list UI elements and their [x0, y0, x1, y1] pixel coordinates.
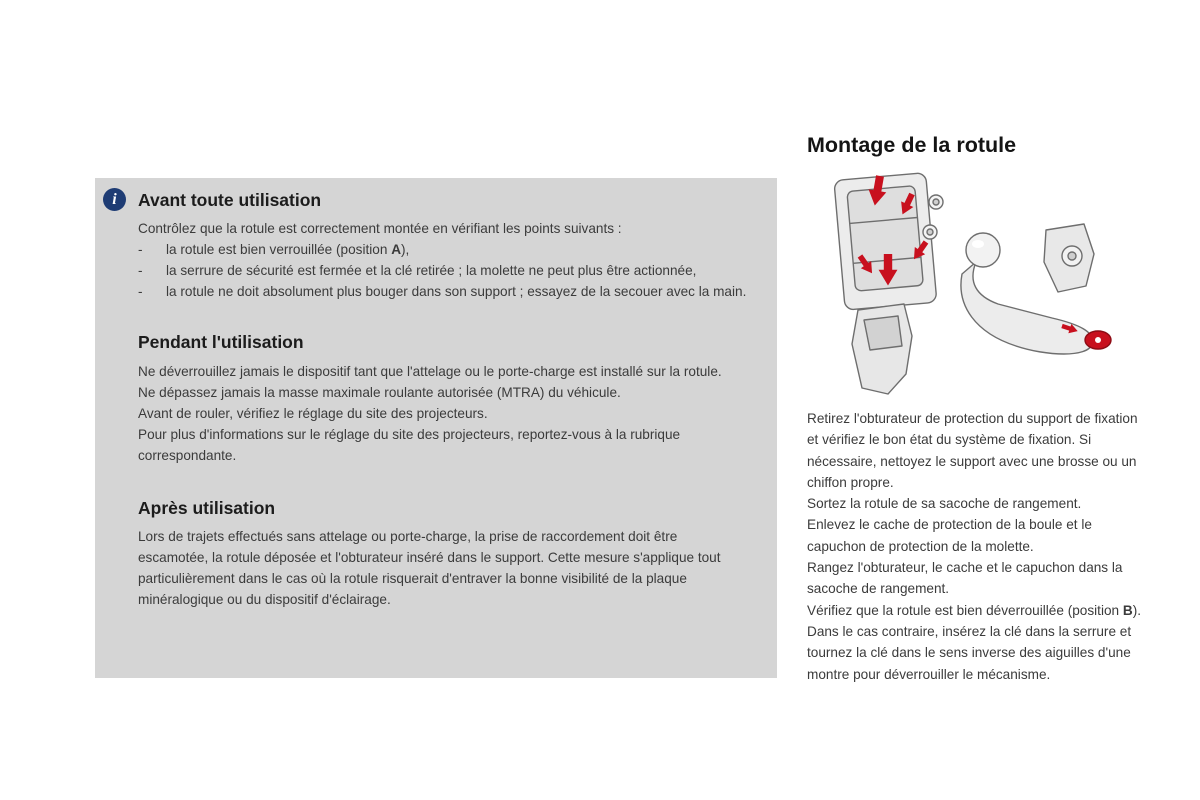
paragraph: Ne dépassez jamais la masse maximale roulante autorisée (MTRA) du véhicule. — [138, 385, 621, 400]
towball-illustration — [961, 224, 1111, 354]
text-segment: Vérifiez que la rotule est bien déverrouillée (position — [807, 602, 1123, 618]
bullet-text — [166, 281, 751, 302]
page-title: Montage de la rotule — [807, 133, 1017, 157]
section-heading-apres: Après utilisation — [138, 498, 276, 518]
paragraph — [807, 600, 1141, 685]
section-heading-avant: Avant toute utilisation — [138, 190, 322, 210]
paragraph: Pour plus d'informations sur le réglage du site des projecteurs, reportez-vous à la rubrique correspondante. — [138, 427, 681, 463]
list-item — [138, 239, 751, 260]
bullet-text — [166, 260, 751, 281]
info-icon: i — [103, 188, 126, 211]
pendant-paragraphs — [138, 361, 751, 466]
bullet-marker: - — [138, 263, 143, 278]
text-segment: ), — [401, 242, 410, 257]
bullet-marker: - — [138, 284, 143, 299]
text-segment: la rotule ne doit absolument plus bouger dans son support ; essayez de la secouer avec la main. — [166, 284, 747, 299]
bullet-text — [166, 239, 751, 260]
section-heading-pendant: Pendant l'utilisation — [138, 332, 304, 352]
text-segment: la rotule est bien verrouillée (position — [166, 242, 392, 257]
text-segment: la serrure de sécurité est fermée et la clé retirée ; la molette ne peut plus être actionnée, — [166, 263, 697, 278]
bold-position-a: A — [391, 242, 402, 257]
paragraph: Sortez la rotule de sa sacoche de rangement. — [807, 496, 1082, 512]
warning-info-box — [95, 178, 777, 678]
list-item — [138, 281, 751, 302]
avant-intro: Contrôlez que la rotule est correctement montée en vérifiant les points suivants : — [138, 221, 622, 236]
paragraph: Enlevez le cache de protection de la boule et le capuchon de protection de la molette. — [807, 517, 1092, 554]
paragraph: Rangez l'obturateur, le cache et le capuchon dans la sacoche de rangement. — [807, 560, 1123, 597]
list-item — [138, 260, 751, 281]
apres-body: Lors de trajets effectués sans attelage ou porte-charge, la prise de raccordement doit être escamotée, la rotule déposée et l'obturateur inséré dans le support. Cette mesure s'applique tout particulièrement dans le cas où la rotule risquerait d'entraver la bonne visibilité de la plaque minéralogique ou du dispositif d'éclairage. — [138, 529, 721, 607]
paragraph: Avant de rouler, vérifiez le réglage du site des projecteurs. — [138, 406, 488, 421]
bullet-marker: - — [138, 242, 143, 257]
paragraph: Retirez l'obturateur de protection du support de fixation et vérifiez le bon état du système de fixation. Si nécessaire, nettoyez le support avec une brosse ou un chiffon propre. — [807, 411, 1138, 490]
paragraph: Ne déverrouillez jamais le dispositif tant que l'attelage ou le porte-charge est installé sur la rotule. — [138, 364, 722, 379]
bold-position-b: B — [1122, 602, 1133, 618]
mounting-instructions — [807, 408, 1141, 685]
towball-mounting-illustration — [800, 168, 1135, 400]
hitch-drawing — [800, 168, 1135, 400]
text-segment: ). Dans le cas contraire, insérez la clé dans la serrure et tournez la clé dans le sens inverse des aiguilles d'une montre pour déverrouiller le mécanisme. — [807, 602, 1141, 682]
bullet-list — [138, 239, 751, 302]
